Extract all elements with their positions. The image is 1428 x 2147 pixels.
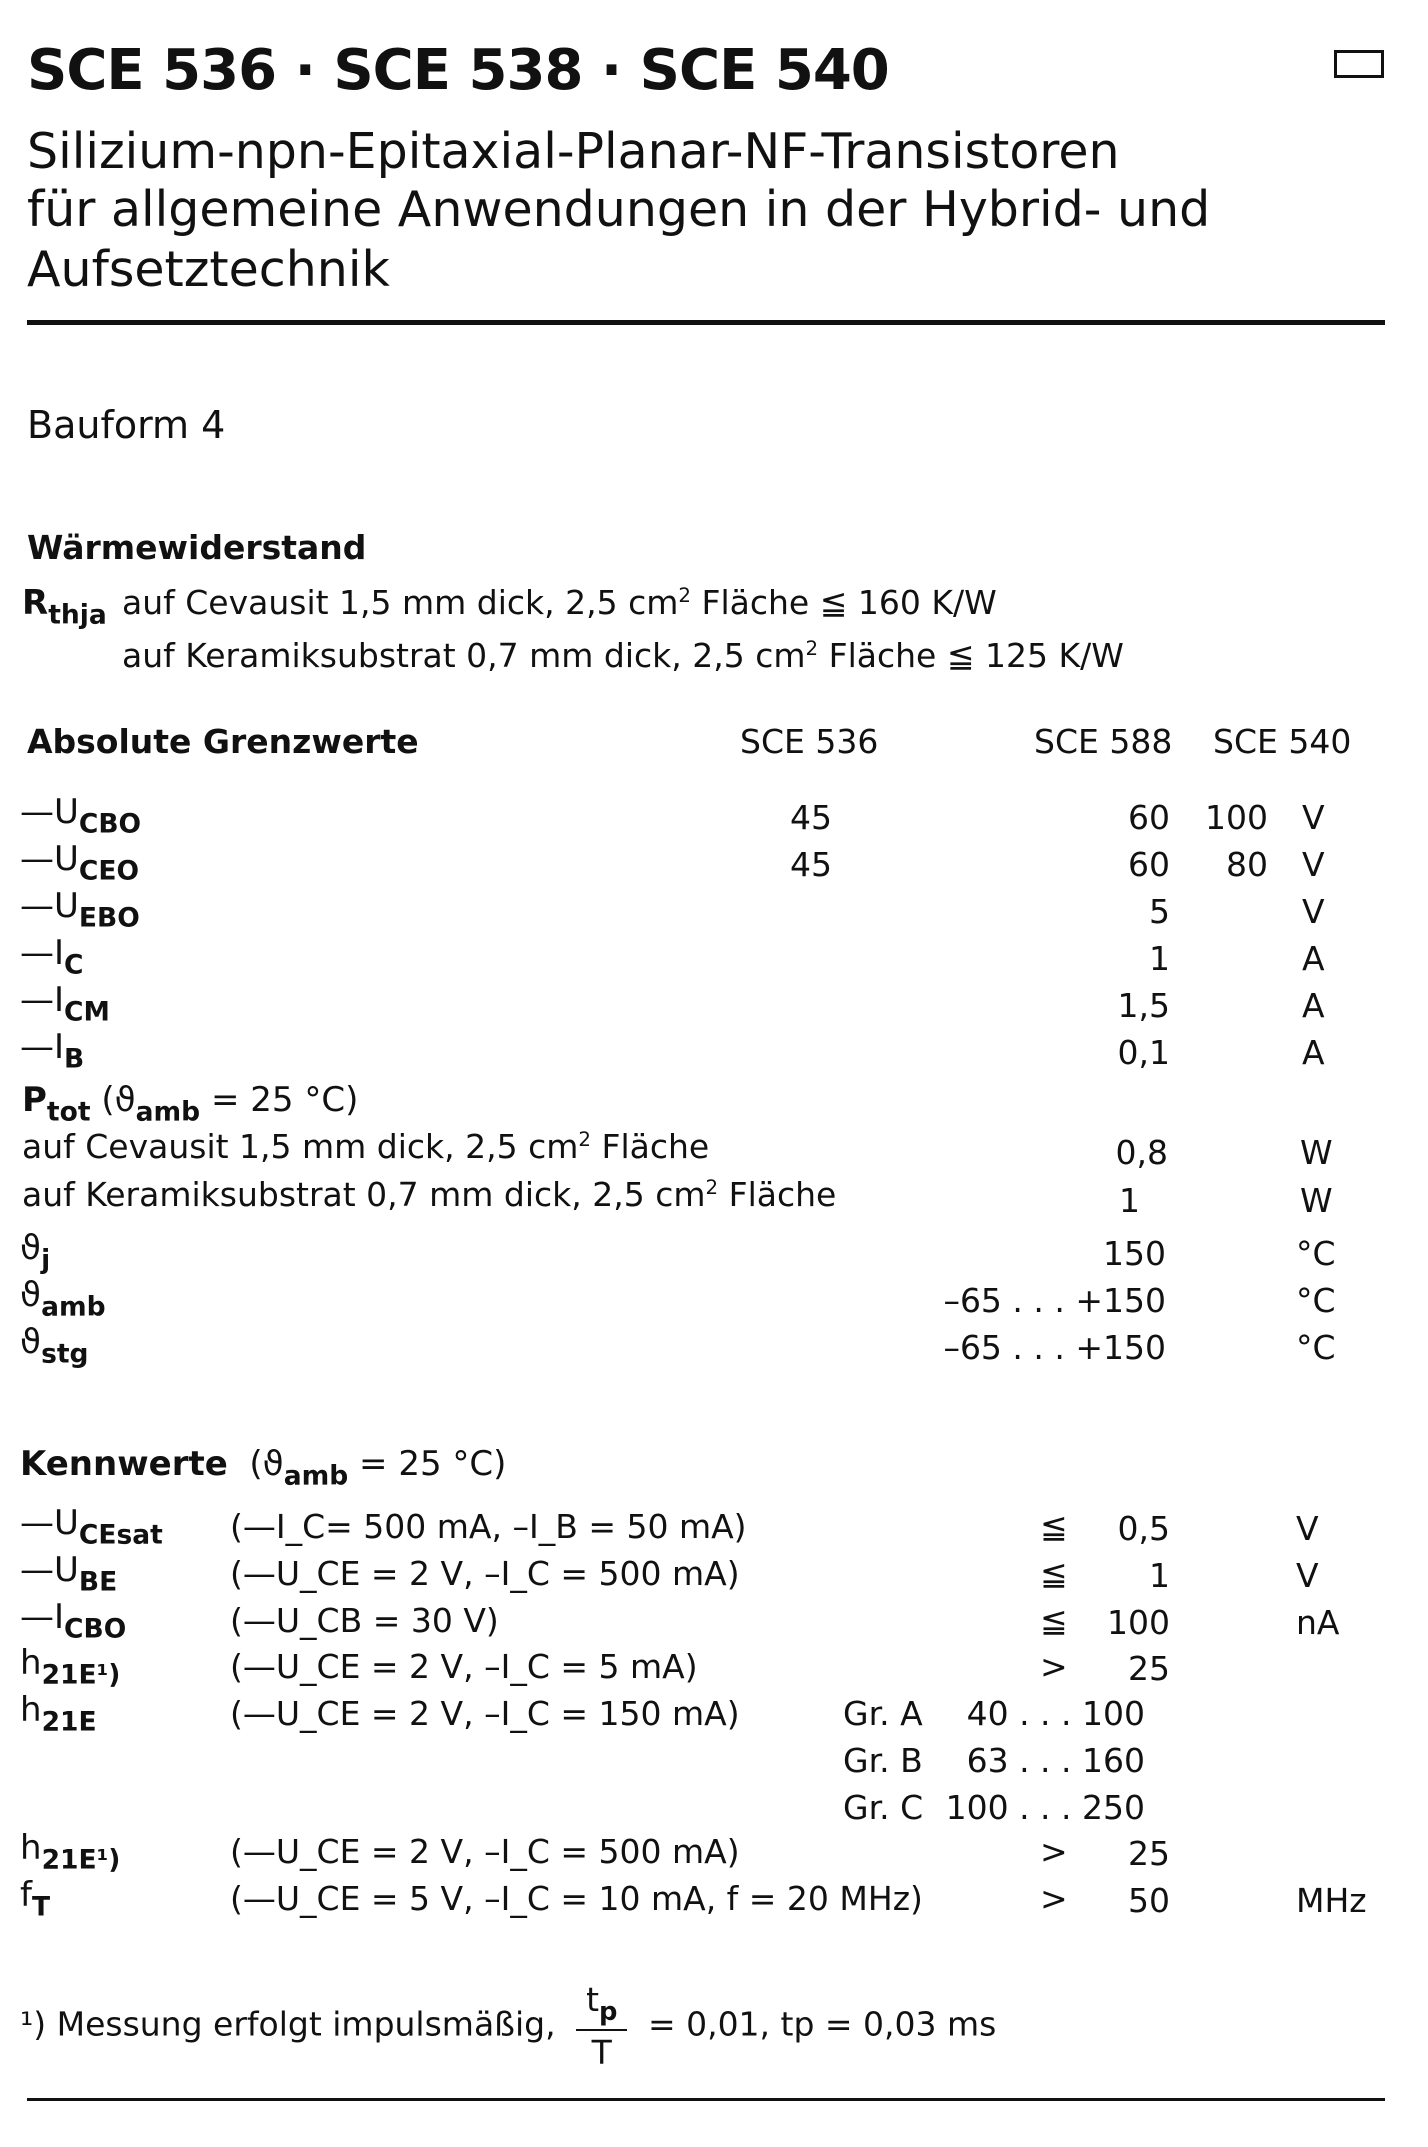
characteristic-relation: ≦ — [1040, 1601, 1068, 1640]
temperature-value: –65 . . . +150 — [943, 1281, 1166, 1320]
gain-group-label: Gr. B — [843, 1741, 923, 1780]
characteristic-unit: V — [1296, 1556, 1319, 1595]
characteristic-condition: (—U_CE = 2 V, –I_C = 500 mA) — [230, 1554, 740, 1593]
column-header-sce538: SCE 588 — [1034, 722, 1173, 761]
characteristic-relation: ≦ — [1040, 1554, 1068, 1593]
gain-group-range: 40 . . . 100 — [966, 1694, 1145, 1733]
characteristic-value: 25 — [1128, 1649, 1170, 1688]
header-divider — [27, 320, 1385, 325]
characteristic-symbol: $f_T$ — [20, 1875, 51, 1923]
limit-value-sce536: 45 — [790, 798, 832, 837]
characteristic-value: 25 — [1128, 1834, 1170, 1873]
rthja-symbol: $R_{thja}$ — [22, 583, 107, 631]
characteristic-condition: (—I_C= 500 mA, –I_B = 50 mA) — [230, 1507, 747, 1546]
rthja-line-1: auf Cevausit 1,5 mm dick, 2,5 $cm^2$ Fläche ≦ 160 K/W — [122, 583, 997, 622]
kennwerte-heading: Kennwerte ($ϑ_{amb} = 25$ °C) — [20, 1444, 507, 1492]
subtitle-line-1: Silizium-npn-Epitaxial-Planar-NF-Transistoren — [27, 123, 1120, 180]
footer-divider — [27, 2098, 1385, 2101]
characteristic-value: 1 — [1149, 1556, 1170, 1595]
temperature-symbol: $ϑ_j$ — [20, 1228, 51, 1276]
characteristic-symbol: $h_{21E^1)}$ — [20, 1828, 121, 1876]
limit-unit: A — [1302, 986, 1325, 1025]
ptot-line-1: auf Cevausit 1,5 mm dick, 2,5 $cm^2$ Fläche — [22, 1127, 710, 1166]
characteristic-relation: > — [1040, 1647, 1068, 1686]
rthja-line-2: auf Keramiksubstrat 0,7 mm dick, 2,5 $cm^2$ Fläche ≦ 125 K/W — [122, 636, 1124, 675]
characteristic-value: 0,5 — [1117, 1509, 1170, 1548]
limit-value-sce538: 0,1 — [1117, 1033, 1170, 1072]
limit-unit: V — [1302, 892, 1325, 931]
package-outline-icon — [1334, 50, 1384, 78]
characteristic-symbol: $—U_{BE}$ — [20, 1550, 118, 1598]
limit-symbol: $—U_{CEO}$ — [20, 839, 140, 887]
limit-value-sce538: 60 — [1128, 798, 1170, 837]
subtitle-line-2: für allgemeine Anwendungen in der Hybrid- und — [27, 181, 1211, 238]
page-title: SCE 536 · SCE 538 · SCE 540 — [27, 38, 889, 103]
temperature-symbol: $ϑ_{stg}$ — [20, 1322, 89, 1370]
characteristic-value: 100 — [1107, 1603, 1170, 1642]
bauform-label: Bauform 4 — [27, 403, 226, 447]
grenzwerte-heading: Absolute Grenzwerte — [27, 722, 419, 761]
ptot-value-1: 0,8 — [1115, 1133, 1168, 1172]
characteristic-symbol: $—U_{CEsat}$ — [20, 1503, 163, 1551]
ptot-value-2: 1 — [1119, 1181, 1140, 1220]
characteristic-condition: (—U_CE = 2 V, –I_C = 150 mA) — [230, 1694, 740, 1733]
ptot-unit-2: W — [1300, 1181, 1333, 1220]
characteristic-relation: ≦ — [1040, 1507, 1068, 1546]
limit-symbol: $—I_{CM}$ — [20, 980, 110, 1028]
limit-value-sce538: 1 — [1149, 939, 1170, 978]
characteristic-symbol: $h_{21E^1)}$ — [20, 1643, 121, 1691]
limit-unit: V — [1302, 845, 1325, 884]
characteristic-unit: nA — [1296, 1603, 1340, 1642]
gain-group-label: Gr. A — [843, 1694, 923, 1733]
characteristic-symbol: $h_{21E}$ — [20, 1690, 97, 1738]
temperature-unit: °C — [1296, 1328, 1336, 1367]
ptot-unit-1: W — [1300, 1133, 1333, 1172]
gain-group-range: 63 . . . 160 — [966, 1741, 1145, 1780]
limit-value-sce540: 80 — [1226, 845, 1268, 884]
gain-group-range: 100 . . . 250 — [945, 1788, 1145, 1827]
limit-unit: A — [1302, 939, 1325, 978]
ptot-symbol: $P_{tot}$ ($ϑ_{amb} = 25$ °C) — [22, 1080, 359, 1128]
temperature-unit: °C — [1296, 1234, 1336, 1273]
waermewiderstand-heading: Wärmewiderstand — [27, 528, 367, 567]
temperature-unit: °C — [1296, 1281, 1336, 1320]
characteristic-relation: > — [1040, 1879, 1068, 1918]
ptot-line-2: auf Keramiksubstrat 0,7 mm dick, 2,5 $cm^2$ Fläche — [22, 1175, 837, 1214]
limit-symbol: $—I_C$ — [20, 933, 84, 981]
limit-symbol: $—U_{CBO}$ — [20, 792, 142, 840]
footnote: ¹) Messung erfolgt impulsmäßig, $\frac{t_p}{T}$ = 0,01, tp = 0,03 ms — [20, 1980, 997, 2072]
column-header-sce540: SCE 540 — [1213, 722, 1352, 761]
temperature-value: 150 — [1103, 1234, 1166, 1273]
column-header-sce536: SCE 536 — [740, 722, 879, 761]
temperature-symbol: $ϑ_{amb}$ — [20, 1275, 106, 1323]
gain-group-label: Gr. C — [843, 1788, 924, 1827]
limit-unit: A — [1302, 1033, 1325, 1072]
limit-unit: V — [1302, 798, 1325, 837]
limit-value-sce538: 60 — [1128, 845, 1170, 884]
limit-value-sce540: 100 — [1205, 798, 1268, 837]
characteristic-symbol: $—I_{CBO}$ — [20, 1597, 127, 1645]
characteristic-condition: (—U_CE = 5 V, –I_C = 10 mA, f = 20 MHz) — [230, 1879, 923, 1918]
limit-symbol: $—I_B$ — [20, 1027, 85, 1075]
characteristic-value: 50 — [1128, 1881, 1170, 1920]
characteristic-unit: V — [1296, 1509, 1319, 1548]
characteristic-relation: > — [1040, 1832, 1068, 1871]
temperature-value: –65 . . . +150 — [943, 1328, 1166, 1367]
limit-value-sce536: 45 — [790, 845, 832, 884]
characteristic-condition: (—U_CB = 30 V) — [230, 1601, 499, 1640]
characteristic-unit: MHz — [1296, 1881, 1367, 1920]
limit-symbol: $—U_{EBO}$ — [20, 886, 140, 934]
characteristic-condition: (—U_CE = 2 V, –I_C = 500 mA) — [230, 1832, 740, 1871]
footnote-fraction: $\frac{t_p}{T}$ — [576, 1980, 627, 2072]
limit-value-sce538: 5 — [1149, 892, 1170, 931]
characteristic-condition: (—U_CE = 2 V, –I_C = 5 mA) — [230, 1647, 698, 1686]
limit-value-sce538: 1,5 — [1117, 986, 1170, 1025]
subtitle-line-3: Aufsetztechnik — [27, 241, 390, 298]
